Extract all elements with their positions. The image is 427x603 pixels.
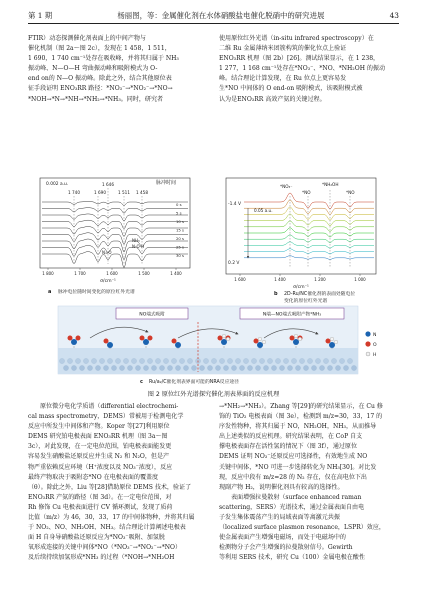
- atom-o: [172, 339, 177, 344]
- atom-n: [221, 339, 227, 345]
- text-line: 出上述类似的反应机理。研究结果表明，在 CoP 自支: [219, 433, 363, 441]
- surface-atom: [291, 358, 296, 363]
- legend-o-dot: [365, 341, 370, 346]
- surface-atom: [167, 365, 172, 370]
- surface-atom: [119, 365, 124, 370]
- surface-atom: [303, 365, 308, 370]
- left-column-bottom: [28, 402, 208, 564]
- text-line: 反应中所发生中间体和产物。Koper 等[27]利用原位: [28, 423, 170, 431]
- text-line: 3c），对此发现，在一定电位范围，铂电极表面能发更: [28, 443, 172, 451]
- surface-atom: [263, 365, 268, 370]
- surface-atom: [203, 358, 208, 363]
- text-line: 最终产物取决于吸附态*NO 在电极表面的覆盖度: [28, 473, 159, 481]
- legend-h-dot: [366, 352, 370, 356]
- surface-atom: [283, 358, 288, 363]
- text-line: 1 277，1 168 cm⁻¹处存在*NO₃⁻、*NO、*NH₂OH 的振动: [219, 65, 386, 73]
- atom-h: [258, 337, 262, 341]
- text-line: 容易发生硝酸盐还原反应并生成 N₂ 和 N₂O，但是产: [28, 453, 170, 461]
- panel-b-caption-1: 2D-Ru/NC催化剂的表面处随电位: [284, 292, 356, 297]
- legend-h: H: [373, 352, 377, 358]
- text-line: 物严重依赖反应环境（H⁺浓度以及 NO₃⁻浓度），反应: [28, 463, 173, 471]
- text-line: 原位微分电化学质谱（differential electrochemi-: [40, 403, 179, 410]
- surface-atom: [271, 365, 276, 370]
- text-line: 使金属表面产生增强电磁场，而处于电磁场中的: [219, 534, 346, 542]
- atom-h: [298, 337, 302, 341]
- surface-atom: [207, 365, 212, 370]
- text-line: 序发性物种，将其归属于 NO，NH₂OH，NH₃，从而推导: [219, 423, 377, 431]
- surface-atom: [199, 365, 204, 370]
- surface-atom: [287, 365, 292, 370]
- surface-atom: [71, 365, 76, 370]
- surface-atom: [163, 358, 168, 363]
- surface-atom: [339, 358, 344, 363]
- surface-atom: [231, 365, 236, 370]
- atom-n: [257, 342, 263, 348]
- surface-atom: [267, 358, 272, 363]
- panel-a: [40, 178, 190, 295]
- panel-a-x-ticks: [42, 268, 182, 276]
- text-line: 关键中间体，*NO 可进一步选择转化为 NH₃[30]。对比发: [219, 463, 377, 471]
- x-tick-label: 1 400: [170, 271, 182, 276]
- surface-atom: [143, 365, 148, 370]
- surface-atom: [243, 358, 248, 363]
- surface-atom: [79, 365, 84, 370]
- surface-atom: [171, 358, 176, 363]
- surface-atom: [99, 358, 104, 363]
- peak-label: 1 690: [94, 190, 106, 195]
- legend-n: N: [373, 332, 377, 338]
- text-line: 认为是ENO₃RR 高效产氨的关键过程。: [219, 95, 326, 103]
- panel-b-caption-2: 变化的原位红外光谱: [284, 299, 328, 304]
- surface-atom: [259, 358, 264, 363]
- header-rule: [28, 23, 399, 24]
- surface-atom: [59, 358, 64, 363]
- surface-atom: [151, 365, 156, 370]
- surface-atom: [103, 365, 108, 370]
- time-label: 25 s: [176, 244, 185, 250]
- atom-o: [104, 339, 109, 344]
- journal-issue: 第 1 期: [28, 10, 53, 20]
- time-label: 5 s: [176, 210, 182, 216]
- surface-atom: [295, 365, 300, 370]
- text-line: 生*NO 中间体的 O end-on 吸附模式，该吸附模式被: [219, 85, 363, 93]
- panel-a-frame: [40, 178, 190, 268]
- surface-atom: [219, 358, 224, 363]
- surface-atom: [215, 365, 220, 370]
- surface-atom: [235, 358, 240, 363]
- text-line: 及后续持续加氢形成*NH₃ 的过程（*NOH→*NH₂OH: [28, 554, 175, 562]
- tag-no: *NO: [302, 190, 311, 195]
- peak-label: 1 458: [136, 190, 148, 195]
- time-label: 30 s: [176, 253, 185, 258]
- surface-atom: [223, 365, 228, 370]
- x-tick-label: 1 700: [74, 271, 86, 276]
- peak-label: 1 740: [68, 190, 80, 195]
- text-line: →*NH₂→*NH₃）。Zhang 等[29]的研究结果显示，在 Cu 修: [219, 403, 383, 410]
- surface-atom: [299, 358, 304, 363]
- atom-o: [326, 339, 331, 344]
- text-line: cal mass spectrometry，DEMS）常被用于检测电化学: [28, 413, 184, 421]
- surface-atom: [179, 358, 184, 363]
- text-line: 峰。结合理论计算发现，在 Ru 位点上更容易发: [219, 75, 347, 83]
- text-line: ENO₃RR 机理（图 2b）[26]。测试结果显示，在 1 238，: [219, 55, 380, 63]
- surface-atom: [83, 358, 88, 363]
- surface-atom: [95, 365, 100, 370]
- atom-h: [222, 334, 226, 338]
- atom-h: [294, 334, 298, 338]
- atom-h: [226, 337, 230, 341]
- panel-c: [58, 306, 377, 385]
- box-o-end-label: NO端式吸附: [139, 312, 165, 318]
- atom-n: [143, 339, 149, 345]
- atom-o: [76, 336, 81, 341]
- annot-no: N=O: [102, 250, 112, 255]
- surface-atom: [91, 358, 96, 363]
- atom-n: [329, 342, 335, 348]
- surface-atom: [191, 365, 196, 370]
- text-line: 检测物分子会产生增强的拉曼散射信号。Gewirth: [219, 544, 353, 552]
- atom-o: [290, 336, 295, 341]
- panel-a-xlabel: σ/cm⁻¹: [100, 279, 116, 284]
- annot-noh: N-O-H: [132, 244, 145, 249]
- tag-no3: *NO₃⁻: [280, 184, 293, 189]
- panel-b-scale: 0.05 a.u.: [254, 208, 273, 213]
- panel-a-scale: 0.002 a.u.: [46, 182, 69, 187]
- text-line: 催化机制（图 2a～图 2c），发现在 1 458，1 511，: [28, 45, 171, 53]
- atom-n: [293, 339, 299, 345]
- surface-atom: [87, 365, 92, 370]
- x-tick-label: 1 200: [314, 277, 326, 282]
- atom-n: [107, 342, 113, 348]
- panel-b-v-bottom: 0.2 V: [228, 261, 240, 266]
- surface-atom: [111, 365, 116, 370]
- surface-atom: [131, 358, 136, 363]
- text-line: 表面增强拉曼散射（surface enhanced raman: [231, 493, 362, 501]
- panel-a-letter: a: [48, 289, 52, 295]
- surface-atom: [211, 358, 216, 363]
- figure-caption: 图 2 原位红外光谱探究催化剂表界面的反应机理: [147, 391, 280, 398]
- surface-atom: [351, 365, 356, 370]
- right-column-bottom: [219, 402, 399, 564]
- panel-b-xlabel: σ/cm⁻¹: [293, 285, 309, 290]
- panel-b: [226, 178, 376, 304]
- text-line: 二维 Ru 金属薄纳米团簇构筑的催化位点上验证: [219, 45, 347, 53]
- panel-b-v-top: -1.4 V: [228, 202, 241, 207]
- x-tick-label: 1 600: [234, 277, 246, 282]
- panel-b-x-ticks: [234, 274, 366, 282]
- annot-nh3: NH₃: [132, 238, 140, 243]
- running-title: 杨丽图，等：金属催化剂在水体硝酸盐电催化脱硝中的研究进展: [117, 10, 325, 20]
- text-line: DEMS 证明 NO₃⁻还原反应可选择性，有效地生成 NO: [219, 453, 368, 461]
- panel-a-title: 脉冲时间: [156, 180, 177, 186]
- panel-a-caption: 脉冲电位随时间变化的原位红外光谱: [58, 290, 135, 295]
- text-line: *NOH→*N→*NH→*NH₂→*NH₃。同时，研究者: [28, 95, 164, 103]
- surface-atom: [147, 358, 152, 363]
- text-line: 撑电极表面存在活性氢的情况下（图 3f），通过原位: [219, 443, 358, 451]
- panel-c-letter: c: [140, 379, 143, 385]
- surface-atom: [315, 358, 320, 363]
- x-tick-label: 1 500: [138, 271, 150, 276]
- text-line: 1 690，1 740 cm⁻¹处存在吸收峰，并将其归属于 NH₃: [28, 55, 179, 63]
- text-line: 现副产物 H₂，说明催化剂具有较高的选择性。: [219, 483, 344, 491]
- surface-atom: [331, 358, 336, 363]
- x-tick-label: 1 400: [274, 277, 286, 282]
- surface-atom: [335, 365, 340, 370]
- atom-h: [262, 340, 266, 344]
- peak-label: 1 511: [118, 190, 130, 195]
- legend-n-dot: [365, 331, 370, 336]
- surface-atom: [343, 365, 348, 370]
- right-column-top: [219, 34, 399, 105]
- surface-atom: [63, 365, 68, 370]
- surface-atom: [323, 358, 328, 363]
- text-line: 饰的 TiO₂ 电极表面（图 3e），检测到 m/z=30，33，17 的: [219, 413, 383, 421]
- peak-label: 1 646: [102, 182, 114, 187]
- surface-atom: [279, 365, 284, 370]
- atom-o: [254, 339, 259, 344]
- text-line: 振动峰、N—O—H 弯曲振动峰和吸附模式为 O-: [28, 65, 158, 73]
- surface-atom: [275, 358, 280, 363]
- surface-atom: [135, 365, 140, 370]
- text-line: end on的 N—O 振动峰。除此之外，结合其他原位表: [28, 75, 172, 83]
- surface-atom: [227, 358, 232, 363]
- text-line: 于 NO₂、NO、NH₂OH、NH₃。结合理论计算阐述电极表: [28, 524, 186, 532]
- text-line: （localized surface plasmon resonance，LSPR）效应，: [219, 524, 385, 532]
- atom-o: [148, 336, 153, 341]
- surface-atom: [75, 358, 80, 363]
- text-line: 征手段证明 ENO₃RR 路径：*NO₃⁻→*NO₂⁻→*NO→: [28, 85, 173, 93]
- text-line: 氧形成连接的关键中间体*NO（*NO₃⁻→*NO₂⁻→*NO）: [28, 544, 182, 552]
- text-line: （θ）。除此之外，Liu 等[28]借助原位 DEMS 技术，验证了: [28, 483, 192, 491]
- atom-h: [330, 337, 334, 341]
- panel-c-caption: Ru/a₂/C催化剂表界面可能的NRA反应途径: [149, 380, 239, 385]
- surface-atom: [159, 365, 164, 370]
- surface-atom: [255, 365, 260, 370]
- panel-b-letter: b: [274, 291, 278, 297]
- text-line: 现，反应中段有 m/z=28 的 N₂ 存在，仅在高电位下出: [219, 473, 367, 481]
- atom-n: [71, 339, 77, 345]
- left-column-top: [28, 34, 208, 105]
- surface-atom: [67, 358, 72, 363]
- box-n-end-label: N端—NO端式吸附产物*NH₃: [262, 312, 322, 318]
- surface-atom: [251, 358, 256, 363]
- surface-atom: [123, 358, 128, 363]
- surface-atom: [239, 365, 244, 370]
- surface-atom: [115, 358, 120, 363]
- time-label: 10 s: [176, 219, 185, 224]
- surface-atom: [107, 358, 112, 363]
- figure-2: [28, 172, 399, 386]
- text-line: DEMS 研究铂电极表面 ENO₃RR 机理（图 3a～图: [28, 433, 168, 441]
- surface-atom: [183, 365, 188, 370]
- legend-o: O: [373, 342, 377, 348]
- x-tick-label: 1 600: [106, 271, 118, 276]
- tag-no-2: *NO: [346, 190, 355, 195]
- atom-h: [334, 340, 338, 344]
- time-label: 15 s: [176, 227, 185, 233]
- tag-nh2oh: *NH₂OH: [322, 182, 339, 187]
- surface-atom: [311, 365, 316, 370]
- surface-atom: [247, 365, 252, 370]
- text-line: 使用原位红外光谱（in-situ infrared spectroscopy）在: [219, 35, 374, 42]
- surface-atom: [327, 365, 332, 370]
- text-line: 比值（m/z）为 46，30，33，17 的中间体物种，并将其归属: [28, 514, 195, 522]
- atom-o: [140, 336, 145, 341]
- text-line: ENO₃RR 产氨的路径（图 3d）。在一定电位范围，对: [28, 493, 172, 501]
- page-number: 43: [389, 10, 399, 20]
- text-line: FTIR）动态探测催化剂表面上的中间产物与: [28, 35, 146, 42]
- running-header: [28, 9, 399, 21]
- text-line: scattering，SERS）光谱技术，通过金属表面自由电: [219, 503, 365, 511]
- surface-atom: [187, 358, 192, 363]
- surface-atom: [155, 358, 160, 363]
- text-line: 子发生集体震荡产生的局域表面等离激元共振: [219, 514, 340, 522]
- surface-atom: [127, 365, 132, 370]
- surface-atom: [347, 358, 352, 363]
- surface-atom: [307, 358, 312, 363]
- text-line: Rh 修饰 Cu 电极表面进行 CV 循环测试，发现了质荷: [28, 503, 173, 511]
- atom-o: [218, 336, 223, 341]
- time-label: 20 s: [176, 236, 185, 241]
- atom-n: [175, 342, 181, 348]
- atom-o: [68, 336, 73, 341]
- text-line: 等利用 SERS 技术，研究 Cu（100）金属电极在酸性: [219, 554, 365, 562]
- text-line: 面 H 自身导硝酸盐还原反应为*NO₃⁻吸附、加氢脱: [28, 534, 165, 542]
- x-tick-label: 1 000: [354, 277, 366, 282]
- time-label: 0 s: [176, 202, 182, 207]
- surface-atom: [319, 365, 324, 370]
- x-tick-label: 1 800: [42, 271, 54, 276]
- surface-atom: [175, 365, 180, 370]
- surface-atom: [139, 358, 144, 363]
